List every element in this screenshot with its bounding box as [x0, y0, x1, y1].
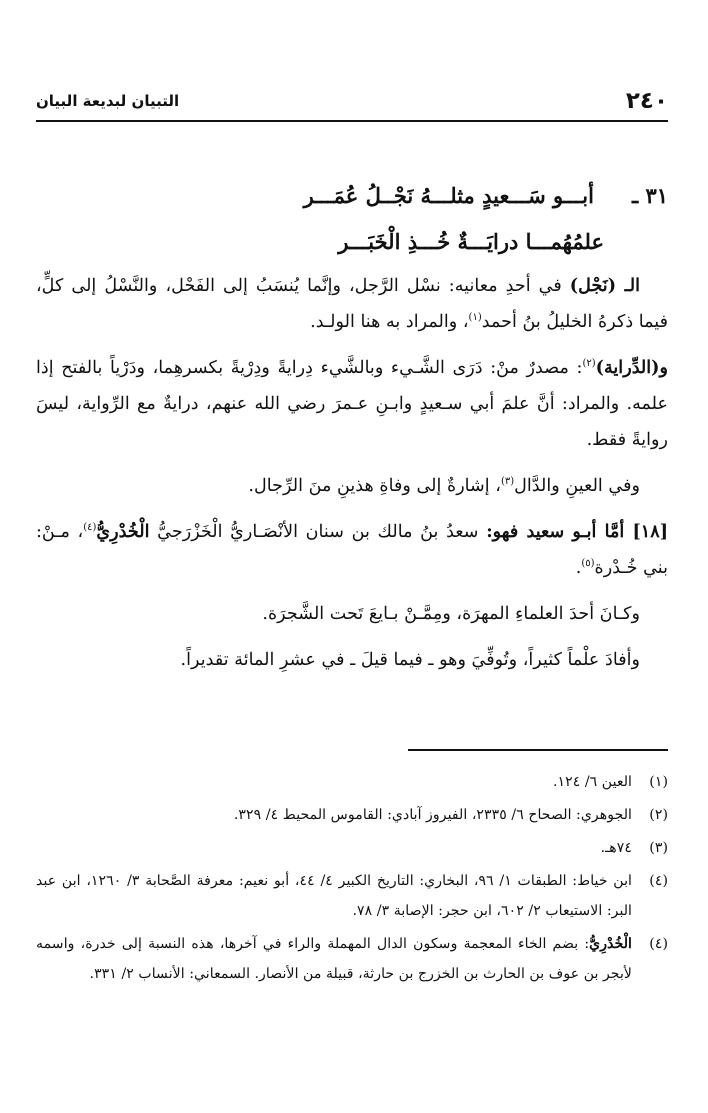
verse-line-1	[36, 176, 668, 222]
footnote-item	[36, 866, 668, 926]
paragraph-ayn-dal	[36, 468, 668, 504]
spacer	[36, 586, 668, 596]
spacer	[36, 632, 668, 642]
footnote-item	[36, 767, 668, 797]
footnote-item	[36, 929, 668, 989]
footnote-ref[interactable]: (٥)	[581, 558, 595, 570]
footnote-ref[interactable]: (٣)	[500, 476, 515, 488]
footnote-ref[interactable]: (٤)	[83, 522, 97, 534]
footnote-text: ٧٤هـ.	[600, 840, 632, 856]
main-text	[36, 176, 668, 678]
paragraph-text: .	[575, 558, 582, 578]
paragraph-text: سعدُ بنُ مالك بن سنان الأنْصَـاريُّ الْخَزْرَجيُّ	[149, 522, 487, 542]
footnote-text: ابن خياط: الطبقات ١/ ٩٦، البخاري: التاريخ الكبير ٤/ ٤٤، أبو نعيم: معرفة الصَّحابة ٣/ ١٢٦٠، ابن عبد البر: الاستيعاب ٢/ ٦٠٢، ابن حجر: الإصابة ٣/ ٧٨.	[36, 873, 632, 919]
term-najl: الـ (نَجْل)	[569, 275, 640, 296]
verse-hemistich-1: أبـــو سَـــعيدٍ مثلـــهُ نَجْــلُ عُمَـــر	[303, 183, 594, 208]
verse-number: ٣١ ـ	[631, 183, 668, 208]
footnote-number: (٢)	[649, 807, 668, 823]
paragraph-text: ، مـنْ: بني خُـدْرة	[36, 522, 668, 578]
footnote-number: (٤)	[649, 936, 668, 952]
spacer	[36, 504, 668, 514]
book-title: التبيان لبديعة البيان	[36, 92, 180, 110]
paragraph-text: في أحدِ معانيه: نسْل الرَّجل، وإنَّما يُنسَبُ إلى الفَحْل، والنَّسْلُ إلى كلٍّ، فيما ذكرهُ الخليلُ بنُ أحمد	[36, 276, 668, 332]
footnote-divider	[408, 749, 668, 751]
footnote-ref[interactable]: (١)	[468, 312, 482, 324]
footnote-text: : بضم الخاء المعجمة وسكون الدال المهملة والراء في آخرها، هذه النسبة إلى خدرة، واسمه لأبجر بن عوف بن الحارث بن الخزرج بن حارثة، قبيلة من الأنصار. السمعاني: الأنساب ٢/ ٣٣١.	[36, 936, 632, 982]
footnote-lead-term: الْخُدْرِيُّ	[589, 936, 632, 952]
biography-heading: [١٨] أمَّا أبـو سعيد فهو:	[486, 521, 669, 542]
footnote-text: العين ٦/ ١٢٤.	[552, 774, 632, 790]
paragraph-text: وفي العينِ والدَّال	[514, 476, 640, 496]
paragraph-text: ، والمراد به هنا الولـد.	[310, 312, 469, 332]
footnote-number: (٣)	[649, 840, 668, 856]
paragraph-abu-said	[36, 514, 668, 586]
nisba: الْخُدْرِيُّ	[96, 521, 150, 542]
footnotes	[36, 767, 668, 989]
paragraph-diraya	[36, 350, 668, 458]
paragraph-text: ، إشارةٌ إلى وفاةِ هذينِ منَ الرِّجال.	[248, 476, 501, 496]
running-header	[36, 86, 668, 122]
spacer	[36, 458, 668, 468]
footnote-text: الجوهري: الصحاح ٦/ ٢٣٣٥، الفيروز آبادي: القاموس المحيط ٤/ ٣٢٩.	[233, 807, 632, 823]
paragraph-najl	[36, 268, 668, 340]
spacer	[36, 340, 668, 350]
page-number: ٢٤٠	[625, 88, 668, 114]
paragraph-death: وأفادَ علْماً كثيراً، وتُوفِّيَ وهو ـ فيما قيلَ ـ في عشرِ المائة تقديراً.	[180, 650, 640, 670]
footnote-ref[interactable]: (٢)	[582, 358, 596, 370]
paragraph-text: : مصدرٌ منْ: دَرَى الشَّـيء وبالشَّيء دِرايةً ودِرْيةً بكسرهِما، ودَرْياً بالفتح إذا علمه. والمراد: أنَّ علمَ أبي سـعيدٍ وابـنِ عـمرَ رضي الله عنهم، درايةٌ مع الرِّواية، ليسَ روايةً فقط.	[36, 358, 668, 450]
paragraph-ulama: وكـانَ أحدَ العلماءِ المهرَة، ومِمَّـنْ بـايعَ تَحت الشَّجرَة.	[262, 604, 640, 624]
verse-line-2	[36, 222, 668, 268]
footnote-number: (١)	[649, 774, 668, 790]
verse-hemistich-2: علمُهُمـــا درايَـــةٌ خُـــذِ الْخَبَـــر	[338, 229, 604, 254]
footnote-number: (٤)	[649, 873, 668, 889]
footnote-item	[36, 800, 668, 830]
footnote-item	[36, 833, 668, 863]
term-diraya: و(الدِّراية)	[595, 357, 668, 378]
